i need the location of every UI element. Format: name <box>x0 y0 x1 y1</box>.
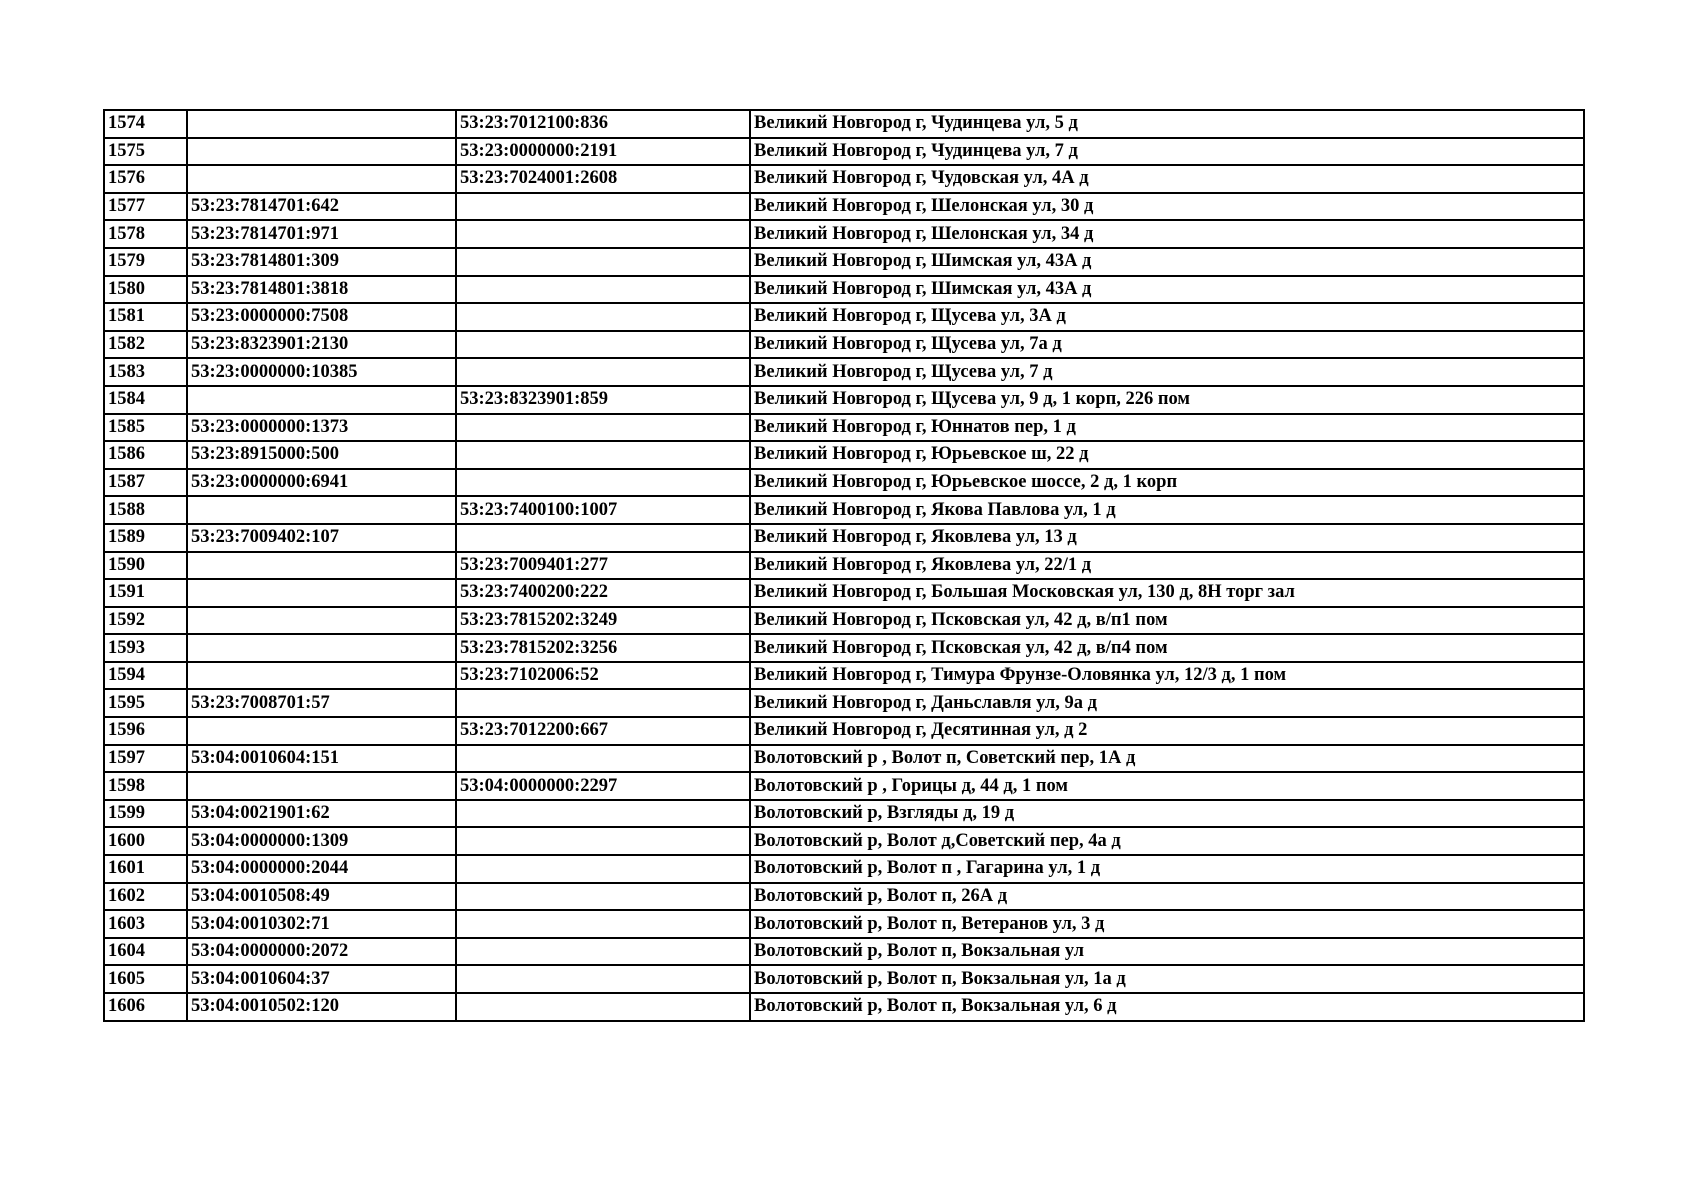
table-row <box>104 993 1584 1021</box>
row-number-cell: 1585 <box>104 414 187 442</box>
address-cell: Великий Новгород г, Псковская ул, 42 д, в/п4 пом <box>750 634 1584 662</box>
row-number-cell: 1578 <box>104 220 187 248</box>
building-cadastral-number-cell <box>456 910 750 938</box>
address-cell: Великий Новгород г, Якова Павлова ул, 1 д <box>750 496 1584 524</box>
land-cadastral-number-cell <box>187 110 456 138</box>
table-row <box>104 827 1584 855</box>
land-cadastral-number-cell <box>187 634 456 662</box>
land-cadastral-number-cell: 53:04:0000000:1309 <box>187 827 456 855</box>
building-cadastral-number-cell <box>456 220 750 248</box>
row-number-cell: 1587 <box>104 469 187 497</box>
row-number-cell: 1591 <box>104 579 187 607</box>
table-row <box>104 745 1584 773</box>
table-row <box>104 662 1584 690</box>
row-number-cell: 1603 <box>104 910 187 938</box>
building-cadastral-number-cell <box>456 993 750 1021</box>
land-cadastral-number-cell: 53:23:7008701:57 <box>187 689 456 717</box>
row-number-cell: 1594 <box>104 662 187 690</box>
address-cell: Волотовский р, Волот п, Вокзальная ул, 6 д <box>750 993 1584 1021</box>
table-row <box>104 358 1584 386</box>
building-cadastral-number-cell <box>456 938 750 966</box>
row-number-cell: 1581 <box>104 303 187 331</box>
address-cell: Великий Новгород г, Шимская ул, 43А д <box>750 248 1584 276</box>
row-number-cell: 1606 <box>104 993 187 1021</box>
land-cadastral-number-cell <box>187 579 456 607</box>
land-cadastral-number-cell <box>187 138 456 166</box>
address-cell: Великий Новгород г, Щусева ул, 9 д, 1 корп, 226 пом <box>750 386 1584 414</box>
building-cadastral-number-cell <box>456 524 750 552</box>
address-cell: Великий Новгород г, Чудовская ул, 4А д <box>750 165 1584 193</box>
land-cadastral-number-cell <box>187 662 456 690</box>
land-cadastral-number-cell: 53:23:7814801:309 <box>187 248 456 276</box>
address-cell: Волотовский р, Волот п, 26А д <box>750 883 1584 911</box>
building-cadastral-number-cell <box>456 303 750 331</box>
table-row <box>104 331 1584 359</box>
land-cadastral-number-cell <box>187 772 456 800</box>
land-cadastral-number-cell: 53:23:0000000:7508 <box>187 303 456 331</box>
address-cell: Великий Новгород г, Щусева ул, 7 д <box>750 358 1584 386</box>
building-cadastral-number-cell: 53:23:7009401:277 <box>456 552 750 580</box>
building-cadastral-number-cell <box>456 827 750 855</box>
address-cell: Волотовский р, Взгляды д, 19 д <box>750 800 1584 828</box>
row-number-cell: 1589 <box>104 524 187 552</box>
table-row <box>104 110 1584 138</box>
address-cell: Великий Новгород г, Псковская ул, 42 д, в/п1 пом <box>750 607 1584 635</box>
building-cadastral-number-cell: 53:23:8323901:859 <box>456 386 750 414</box>
address-cell: Волотовский р , Волот п, Советский пер, 1А д <box>750 745 1584 773</box>
building-cadastral-number-cell: 53:23:7024001:2608 <box>456 165 750 193</box>
building-cadastral-number-cell <box>456 689 750 717</box>
building-cadastral-number-cell <box>456 800 750 828</box>
address-cell: Великий Новгород г, Тимура Фрунзе-Оловянка ул, 12/3 д, 1 пом <box>750 662 1584 690</box>
building-cadastral-number-cell <box>456 441 750 469</box>
building-cadastral-number-cell <box>456 248 750 276</box>
row-number-cell: 1590 <box>104 552 187 580</box>
building-cadastral-number-cell: 53:23:7012100:836 <box>456 110 750 138</box>
table-row <box>104 717 1584 745</box>
land-cadastral-number-cell: 53:23:7009402:107 <box>187 524 456 552</box>
table-row <box>104 220 1584 248</box>
land-cadastral-number-cell: 53:04:0010508:49 <box>187 883 456 911</box>
table-row <box>104 469 1584 497</box>
table-row <box>104 552 1584 580</box>
row-number-cell: 1592 <box>104 607 187 635</box>
building-cadastral-number-cell <box>456 883 750 911</box>
land-cadastral-number-cell: 53:23:0000000:10385 <box>187 358 456 386</box>
building-cadastral-number-cell: 53:04:0000000:2297 <box>456 772 750 800</box>
building-cadastral-number-cell <box>456 745 750 773</box>
land-cadastral-number-cell: 53:04:0000000:2072 <box>187 938 456 966</box>
land-cadastral-number-cell: 53:23:0000000:6941 <box>187 469 456 497</box>
land-cadastral-number-cell <box>187 552 456 580</box>
table-row <box>104 855 1584 883</box>
building-cadastral-number-cell: 53:23:7400200:222 <box>456 579 750 607</box>
land-cadastral-number-cell: 53:23:7814701:971 <box>187 220 456 248</box>
building-cadastral-number-cell <box>456 331 750 359</box>
land-cadastral-number-cell: 53:04:0010302:71 <box>187 910 456 938</box>
table-row <box>104 579 1584 607</box>
table-row <box>104 276 1584 304</box>
land-cadastral-number-cell: 53:23:8915000:500 <box>187 441 456 469</box>
building-cadastral-number-cell: 53:23:7815202:3256 <box>456 634 750 662</box>
table-row <box>104 883 1584 911</box>
building-cadastral-number-cell <box>456 358 750 386</box>
address-cell: Великий Новгород г, Юрьевское шоссе, 2 д, 1 корп <box>750 469 1584 497</box>
table-row <box>104 938 1584 966</box>
building-cadastral-number-cell <box>456 193 750 221</box>
address-cell: Великий Новгород г, Шимская ул, 43А д <box>750 276 1584 304</box>
land-cadastral-number-cell <box>187 386 456 414</box>
row-number-cell: 1605 <box>104 965 187 993</box>
table-row <box>104 800 1584 828</box>
land-cadastral-number-cell: 53:04:0010604:151 <box>187 745 456 773</box>
building-cadastral-number-cell <box>456 414 750 442</box>
building-cadastral-number-cell: 53:23:7102006:52 <box>456 662 750 690</box>
row-number-cell: 1598 <box>104 772 187 800</box>
table-row <box>104 772 1584 800</box>
land-cadastral-number-cell: 53:04:0021901:62 <box>187 800 456 828</box>
address-cell: Великий Новгород г, Шелонская ул, 34 д <box>750 220 1584 248</box>
address-cell: Великий Новгород г, Даньславля ул, 9а д <box>750 689 1584 717</box>
address-cell: Великий Новгород г, Десятинная ул, д 2 <box>750 717 1584 745</box>
address-cell: Волотовский р , Горицы д, 44 д, 1 пом <box>750 772 1584 800</box>
row-number-cell: 1574 <box>104 110 187 138</box>
table-row <box>104 138 1584 166</box>
row-number-cell: 1584 <box>104 386 187 414</box>
table-row <box>104 165 1584 193</box>
row-number-cell: 1576 <box>104 165 187 193</box>
table-row <box>104 496 1584 524</box>
table-row <box>104 193 1584 221</box>
address-cell: Волотовский р, Волот п , Гагарина ул, 1 д <box>750 855 1584 883</box>
row-number-cell: 1586 <box>104 441 187 469</box>
table-row <box>104 386 1584 414</box>
address-cell: Волотовский р, Волот п, Вокзальная ул, 1а д <box>750 965 1584 993</box>
row-number-cell: 1593 <box>104 634 187 662</box>
land-cadastral-number-cell: 53:23:7814801:3818 <box>187 276 456 304</box>
table-row <box>104 910 1584 938</box>
row-number-cell: 1588 <box>104 496 187 524</box>
address-cell: Великий Новгород г, Яковлева ул, 22/1 д <box>750 552 1584 580</box>
land-cadastral-number-cell <box>187 607 456 635</box>
row-number-cell: 1582 <box>104 331 187 359</box>
land-cadastral-number-cell <box>187 717 456 745</box>
building-cadastral-number-cell: 53:23:7400100:1007 <box>456 496 750 524</box>
address-cell: Волотовский р, Волот п, Ветеранов ул, 3 д <box>750 910 1584 938</box>
table-row <box>104 303 1584 331</box>
table-row <box>104 414 1584 442</box>
row-number-cell: 1597 <box>104 745 187 773</box>
building-cadastral-number-cell <box>456 965 750 993</box>
address-cell: Великий Новгород г, Большая Московская ул, 130 д, 8Н торг зал <box>750 579 1584 607</box>
table-row <box>104 248 1584 276</box>
land-cadastral-number-cell: 53:23:7814701:642 <box>187 193 456 221</box>
row-number-cell: 1602 <box>104 883 187 911</box>
row-number-cell: 1583 <box>104 358 187 386</box>
registry-table <box>103 109 1585 1022</box>
registry-table-body <box>104 110 1584 1021</box>
row-number-cell: 1579 <box>104 248 187 276</box>
land-cadastral-number-cell: 53:04:0010604:37 <box>187 965 456 993</box>
document-page <box>103 109 1583 1022</box>
building-cadastral-number-cell: 53:23:7815202:3249 <box>456 607 750 635</box>
address-cell: Великий Новгород г, Щусева ул, 7а д <box>750 331 1584 359</box>
land-cadastral-number-cell <box>187 496 456 524</box>
table-row <box>104 441 1584 469</box>
address-cell: Волотовский р, Волот д,Советский пер, 4а д <box>750 827 1584 855</box>
building-cadastral-number-cell: 53:23:0000000:2191 <box>456 138 750 166</box>
address-cell: Великий Новгород г, Чудинцева ул, 5 д <box>750 110 1584 138</box>
address-cell: Великий Новгород г, Чудинцева ул, 7 д <box>750 138 1584 166</box>
row-number-cell: 1580 <box>104 276 187 304</box>
building-cadastral-number-cell <box>456 469 750 497</box>
land-cadastral-number-cell: 53:23:8323901:2130 <box>187 331 456 359</box>
building-cadastral-number-cell: 53:23:7012200:667 <box>456 717 750 745</box>
address-cell: Великий Новгород г, Яковлева ул, 13 д <box>750 524 1584 552</box>
land-cadastral-number-cell <box>187 165 456 193</box>
row-number-cell: 1575 <box>104 138 187 166</box>
land-cadastral-number-cell: 53:23:0000000:1373 <box>187 414 456 442</box>
table-row <box>104 965 1584 993</box>
table-row <box>104 607 1584 635</box>
row-number-cell: 1600 <box>104 827 187 855</box>
row-number-cell: 1595 <box>104 689 187 717</box>
address-cell: Великий Новгород г, Шелонская ул, 30 д <box>750 193 1584 221</box>
row-number-cell: 1599 <box>104 800 187 828</box>
building-cadastral-number-cell <box>456 276 750 304</box>
row-number-cell: 1577 <box>104 193 187 221</box>
table-row <box>104 524 1584 552</box>
building-cadastral-number-cell <box>456 855 750 883</box>
row-number-cell: 1604 <box>104 938 187 966</box>
row-number-cell: 1596 <box>104 717 187 745</box>
table-row <box>104 634 1584 662</box>
address-cell: Великий Новгород г, Юрьевское ш, 22 д <box>750 441 1584 469</box>
table-row <box>104 689 1584 717</box>
land-cadastral-number-cell: 53:04:0000000:2044 <box>187 855 456 883</box>
address-cell: Великий Новгород г, Щусева ул, 3А д <box>750 303 1584 331</box>
row-number-cell: 1601 <box>104 855 187 883</box>
address-cell: Волотовский р, Волот п, Вокзальная ул <box>750 938 1584 966</box>
address-cell: Великий Новгород г, Юннатов пер, 1 д <box>750 414 1584 442</box>
land-cadastral-number-cell: 53:04:0010502:120 <box>187 993 456 1021</box>
